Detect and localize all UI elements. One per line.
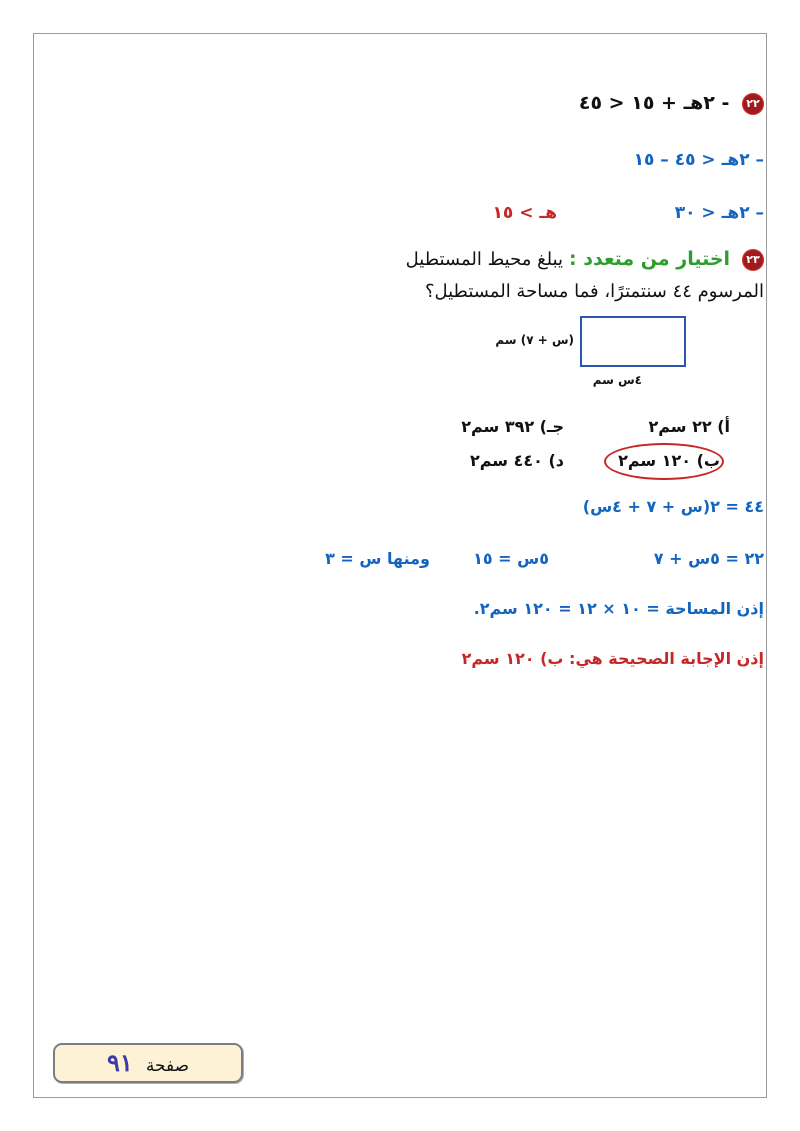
- q23-option-d: د) ٤٤٠ سم٢: [469, 451, 564, 470]
- correct-answer-circle: [604, 443, 724, 480]
- page-number-box: [53, 1043, 243, 1083]
- rectangle-bottom-label: ٤س سم: [592, 373, 642, 387]
- solution-line3: إذن المساحة = ١٠ × ١٢ = ١٢٠ سم٢.: [473, 599, 764, 618]
- solution-final-answer: إذن الإجابة الصحيحة هي: ب) ١٢٠ سم٢: [461, 649, 764, 668]
- solution-line2-c: ومنها س = ٣: [325, 549, 430, 568]
- q23-heading-line: [406, 248, 764, 271]
- q22-problem: - ٢هـ + ١٥ < ٤٥: [578, 92, 730, 114]
- q23-option-b: ب) ١٢٠ سم٢: [618, 451, 720, 470]
- q23-text-line1: يبلغ محيط المستطيل: [405, 249, 564, 270]
- q23-option-a: أ) ٢٢ سم٢: [648, 417, 730, 436]
- solution-line2-a: ٢٢ = ٥س + ٧: [653, 549, 764, 568]
- q22-step1: – ٢هـ < ٤٥ – ١٥: [633, 150, 764, 170]
- q22-answer: هـ > ١٥: [492, 203, 557, 223]
- page-number: ٩١: [107, 1048, 133, 1077]
- rectangle-side-label: (س + ٧) سم: [495, 333, 574, 347]
- q22-number-badge: ٢٢: [742, 93, 764, 115]
- rectangle-figure: [580, 316, 686, 367]
- q23-option-c: جـ) ٣٩٢ سم٢: [461, 417, 564, 436]
- solution-line1: ٤٤ = ٢(س + ٧ + ٤س): [582, 497, 764, 516]
- q23-text-line2: المرسوم ٤٤ سنتمترًا، فما مساحة المستطيل؟: [424, 281, 764, 302]
- solution-line2-b: ٥س = ١٥: [473, 549, 549, 568]
- q22-step2: – ٢هـ < ٣٠: [674, 203, 764, 223]
- page-label: صفحة: [145, 1056, 189, 1076]
- q23-heading: اختيار من متعدد :: [569, 248, 731, 270]
- q23-number-badge: ٢٣: [742, 249, 764, 271]
- q22-problem-line: [579, 92, 764, 115]
